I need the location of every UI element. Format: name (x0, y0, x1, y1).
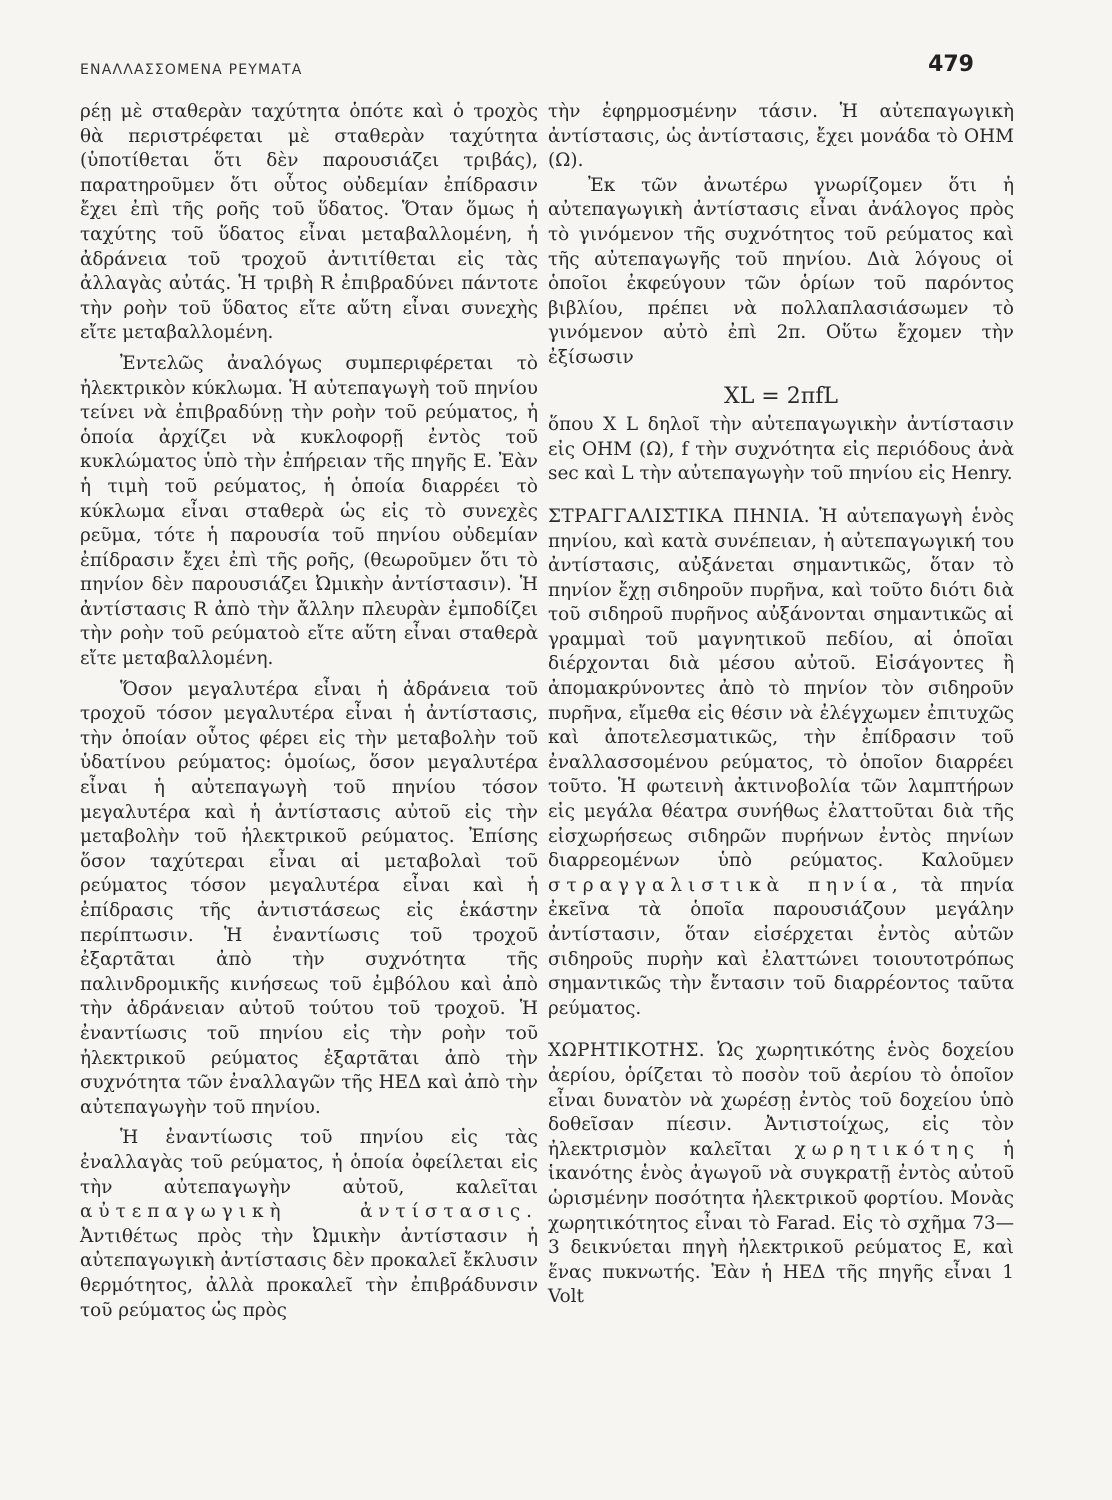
paragraph: ὅπου X L δηλοῖ τὴν αὐτεπαγωγικὴν ἀντίστασιν εἰς ΟΗΜ (Ω), f τὴν συχνότητα εἰς περιόδους ἀνὰ sec καὶ L τὴν αὐτεπαγωγὴν τοῦ πηνίου εἰς Henry. (548, 414, 1014, 485)
paragraph: ρέῃ μὲ σταθερὰν ταχύτητα ὁπότε καὶ ὁ τροχὸς θὰ περιστρέφεται μὲ σταθερὰν ταχύτητα (ὑποτίθεται ὅτι δὲν παρουσιάζει τριβάς), παρατηροῦμεν ὅτι οὗτος οὐδεμίαν ἐπίδρασιν ἔχει ἐπὶ τῆς ροῆς τοῦ ὕδατος. Ὅταν ὅμως ἡ ταχύτης τοῦ ὕδατος εἶναι μεταβαλλομένη, ἡ ἀδράνεια τοῦ τροχοῦ ἀντιτίθεται εἰς τὰς ἀλλαγὰς αὐτάς. Ἡ τριβὴ R ἐπιβραδύνει πάντοτε τὴν ροὴν τοῦ ὕδατος εἴτε αὕτη εἶναι συνεχὴς εἴτε μεταβαλλομένη. (80, 101, 538, 344)
paragraph: Ἐντελῶς ἀναλόγως συμπεριφέρεται τὸ ἠλεκτρικὸν κύκλωμα. Ἡ αὐτεπαγωγὴ τοῦ πηνίου τείνει νὰ ἐπιβραδύνῃ τὴν ροὴν τοῦ ρεύματος, ἡ ὁποία ἀρχίζει νὰ κυκλοφορῇ ἐντὸς τοῦ κυκλώματος ὑπὸ τὴν ἐπήρειαν τῆς πηγῆς Ε. Ἐὰν ἡ τιμὴ τοῦ ρεύματος, ἡ ὁποία διαρρέει τὸ κύκλωμα εἶναι σταθερὰ ὡς εἰς τὸ συνεχὲς ρεῦμα, τότε ἡ παρουσία τοῦ πηνίου οὐδεμίαν ἐπίδρασιν ἔχει ἐπὶ τῆς ροῆς, (θεωροῦμεν ὅτι τὸ πηνίον δὲν παρουσιάζει Ὠμικὴν ἀντίστασιν). Ἡ ἀντίστασις R ἀπὸ τὴν ἄλλην πλευρὰν ἐμποδίζει τὴν ροὴν τοῦ ρεύματοὸ εἴτε αὕτη εἶναι σταθερὰ εἴτε μεταβαλλομένη. (80, 352, 538, 670)
section-choke-coils (548, 505, 1014, 1021)
paragraph-text: Ἡ αὐτεπαγωγὴ ἑνὸς πηνίου, καὶ κατὰ συνέπειαν, ἡ αὐτεπαγωγική του ἀντίστασις, αὐξάνεται σημαντικῶς, ὅταν τὸ πηνίον ἔχῃ σιδηροῦν πυρῆνα, καὶ τοῦτο διότι διὰ τοῦ σιδηροῦ πυρῆνος αὐξάνονται σημαντικῶς αἱ γραμμαὶ τοῦ μαγνητικοῦ πεδίου, αἱ ὁποῖαι διέρχονται διὰ μέσου αὐτοῦ. Εἰσάγοντες ἢ ἀπομακρύνοντες ἀπὸ τὸ πηνίον τὸν σιδηροῦν πυρῆνα, εἴμεθα εἰς θέσιν νὰ ἐλέγχωμεν ἐπιτυχῶς καὶ ἀποτελεσματικῶς, τὴν ἐπίδρασιν τοῦ ἐναλλασσομένου ρεύματος, τὸ ὁποῖον διαρρέει τοῦτο. Ἡ φωτεινὴ ἀκτινοβολία τῶν λαμπτήρων εἰς μεγάλα θέατρα συνήθως ἐλαττοῦται διὰ τῆς εἰσχωρήσεως σιδηρῶν πυρήνων ἐντὸς πηνίων διαρρεομένων ὑπὸ ρεύματος. Καλοῦμεν (548, 505, 1014, 872)
left-column (80, 100, 538, 1323)
right-column (548, 100, 1014, 1310)
term-choke-coils: στραγγαλιστικὰ πηνία, (548, 874, 904, 896)
term-capacitance: χωρητικότης (794, 1138, 981, 1160)
section-heading: ΣΤΡΑΓΓΑΛΙΣΤΙΚΑ ΠΗΝΙΑ. (548, 505, 810, 527)
paragraph-text: ἡ ἱκανότης ἑνὸς ἀγωγοῦ νὰ συγκρατῇ ἐντὸς αὐτοῦ ὡρισμένην ποσότητα ἠλεκτρικοῦ φορτίου. Μονὰς χωρητικότητος εἶναι τὸ Farad. Εἰς τὸ σχῆμα 73—3 δεικνύεται πηγὴ ἠλεκτρικοῦ ρεύματος Ε, καὶ ἕνας πυκνωτής. Ἐὰν ἡ ΗΕΔ τῆς πηγῆς εἶναι 1 Volt (548, 1138, 1014, 1308)
paragraph-text: Ὡς χωρητικότης ἑνὸς δοχείου ἀερίου, ὁρίζεται τὸ ποσὸν τοῦ ἀερίου τὸ ὁποῖον εἶναι δυνατὸν νὰ χωρέσῃ ἐντὸς τοῦ δοχείου ὑπὸ δοθεῖσαν πίεσιν. Ἀντιστοίχως, εἰς τὸν ἠλεκτρισμὸν καλεῖται (548, 1040, 1014, 1160)
running-head: ΕΝΑΛΛΑΣΣΟΜΕΝΑ ΡΕΥΜΑΤΑ (80, 62, 303, 78)
formula: XL = 2πfL (724, 383, 838, 409)
paragraph: Ἐκ τῶν ἀνωτέρω γνωρίζομεν ὅτι ἡ αὐτεπαγωγικὴ ἀντίστασις εἶναι ἀνάλογος πρὸς τὸ γινόμενον τῆς συχνότητος τοῦ ρεύματος καὶ τῆς αὐτεπαγωγῆς τοῦ πηνίου. Διὰ λόγους οἱ ὁποῖοι ἐκφεύγουν τῶν ὁρίων τοῦ παρόντος βιβλίου, πρέπει νὰ πολλαπλασιάσωμεν τὸ γινόμενον αὐτὸ ἐπὶ 2π. Οὕτω ἔχομεν τὴν ἐξίσωσιν (548, 174, 1014, 368)
section-capacitance (548, 1039, 1014, 1310)
paragraph-text: τὰ πηνία ἐκεῖνα τὰ ὁποῖα παρουσιάζουν μεγάλην ἀντίστασιν, ὅταν εἰσέρχεται ἐντὸς αὐτῶν σιδηροῦς πυρὴν καὶ ἐλαττώνει τοιουτοτρόπως σημαντικῶς τὴν ἔντασιν τοῦ διαρρέοντος ταῦτα ρεύματος. (548, 874, 1014, 1019)
paragraph: Ὅσον μεγαλυτέρα εἶναι ἡ ἀδράνεια τοῦ τροχοῦ τόσον μεγαλυτέρα εἶναι ἡ ἀντίστασις, τὴν ὁποίαν οὗτος φέρει εἰς τὴν μεταβολὴν τοῦ ὑδατίνου ρεύματος: ὁμοίως, ὅσον μεγαλυτέρα εἶναι ἡ αὐτεπαγωγὴ τοῦ πηνίου τόσον μεγαλυτέρα καὶ ἡ ἀντίστασις αὐτοῦ εἰς τὴν μεταβολὴν τοῦ ἠλεκτρικοῦ ρεύματος. Ἐπίσης ὅσον ταχύτεραι εἶναι αἱ μεταβολαὶ τοῦ ρεύματος τόσον μεγαλυτέρα εἶναι καὶ ἡ ἐπίδρασις τῆς ἀντιστάσεως εἰς ἑκάστην περίπτωσιν. Ἡ ἐναντίωσις τοῦ τροχοῦ ἐξαρτᾶται ἀπὸ τὴν συχνότητα τῆς παλινδρομικῆς κινήσεως τοῦ ἐμβόλου καὶ ἀπὸ τὴν ἀδράνειαν αὐτοῦ τούτου τοῦ τροχοῦ. Ἡ ἐναντίωσις τοῦ πηνίου εἰς τὴν ροὴν τοῦ ἠλεκτρικοῦ ρεύματος ἐξαρτᾶται ἀπὸ τὴν συχνότητα τῶν ἐναλλαγῶν τῆς ΗΕΔ καὶ ἀπὸ τὴν αὐτεπαγωγὴν τοῦ πηνίου. (80, 678, 538, 1118)
page-number: 479 (928, 52, 974, 77)
paragraph-text: Ἡ ἐναντίωσις τοῦ πηνίου εἰς τὰς ἐναλλαγὰς τοῦ ρεύματος, ἡ ὁποία ὀφείλεται εἰς τὴν αὐτεπαγωγὴν αὐτοῦ, καλεῖται (80, 1127, 538, 1198)
paragraph (80, 1126, 538, 1323)
paragraph-text: Ἀντιθέτως πρὸς τὴν Ὠμικὴν ἀντίστασιν ἡ αὐτεπαγωγικὴ ἀντίστασις δὲν προκαλεῖ ἔκλυσιν θερμότητος, ἀλλὰ προκαλεῖ τὴν ἐπιβράδυνσιν τοῦ ρεύματος ὡς πρὸς (80, 1225, 538, 1321)
section-heading: ΧΩΡΗΤΙΚΟΤΗΣ. (548, 1040, 706, 1062)
term-inductive-reactance: αὐτεπαγωγικὴ ἀντίστασις. (80, 1201, 538, 1223)
paragraph: τὴν ἐφηρμοσμένην τάσιν. Ἡ αὐτεπαγωγικὴ ἀντίστασις, ὡς ἀντίστασις, ἔχει μονάδα τὸ ΟΗΜ (Ω). (548, 101, 1014, 172)
